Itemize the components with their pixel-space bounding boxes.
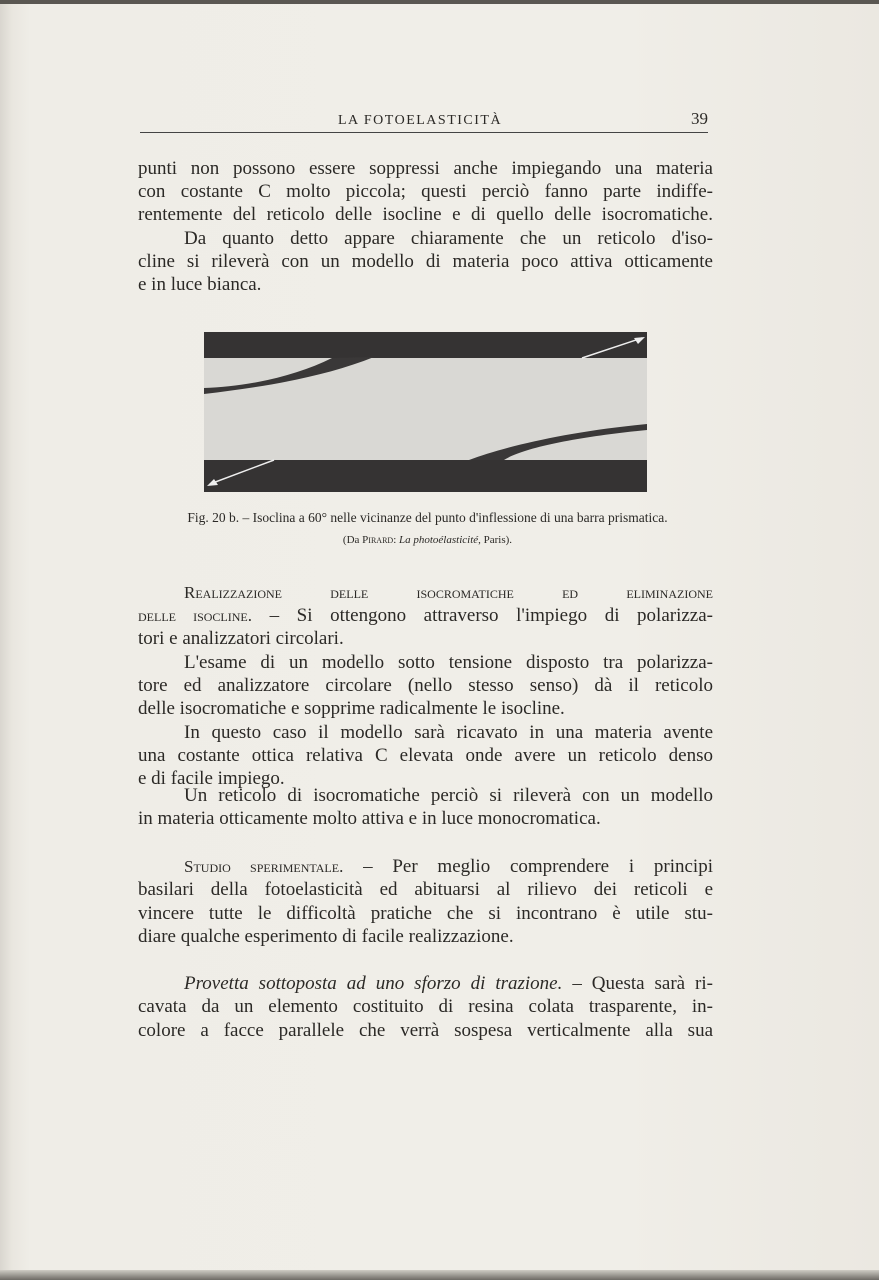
source-suffix: , Paris). [478, 534, 513, 546]
text-line: una costante ottica relativa C elevata onde avere un reticolo denso [138, 745, 713, 766]
text-line: e di facile impiego. [138, 768, 285, 789]
text-line [138, 973, 713, 995]
text-line: diare qualche esperimento di facile realizzazione. [138, 926, 514, 947]
text-span: – Per meglio comprendere i principi [343, 856, 713, 877]
text-line [138, 856, 713, 878]
section-heading: Provetta sottoposta ad uno sforzo di trazione. [184, 973, 563, 994]
figure-source: (Da Pirard: La photoélasticité, Paris). [342, 534, 513, 546]
source-title: La photoélasticité [399, 534, 479, 546]
page-top-edge [0, 0, 879, 4]
running-title: LA FOTOELASTICITÀ [338, 113, 503, 128]
page-number: 39 [691, 109, 708, 128]
text-line: cline si rileverà con un modello di materia poco attiva otticamente [138, 251, 713, 272]
text-line: vincere tutte le difficoltà pratiche che si incontrano è utile stu- [138, 903, 713, 924]
text-line [138, 605, 713, 627]
text-line: e in luce bianca. [138, 274, 262, 295]
source-author: Pirard [362, 534, 394, 546]
text-line: colore a facce parallele che verrà sospesa verticalmente alla sua [138, 1020, 713, 1041]
text-line: con costante C molto piccola; questi perciò fanno parte indiffe- [138, 181, 713, 202]
text-line: cavata da un elemento costituito di resina colata trasparente, in- [138, 996, 713, 1017]
text-line: tore ed analizzatore circolare (nello stesso senso) dà il reticolo [138, 675, 713, 696]
running-header [140, 108, 708, 133]
text-line: in materia otticamente molto attiva e in luce monocromatica. [138, 808, 601, 829]
text-line: rentemente del reticolo delle isocline e di quello delle isocromatiche. [138, 204, 713, 225]
source-prefix: (Da [342, 534, 363, 546]
figure-caption: Fig. 20 b. – Isoclina a 60° nelle vicinanze del punto d'inflessione di una barra prismatica. [187, 510, 668, 525]
section-heading-cont: delle isocline. [138, 606, 252, 625]
text-line: Un reticolo di isocromatiche perciò si rileverà con un modello [184, 785, 713, 806]
text-line: delle isocromatiche e sopprime radicalmente le isocline. [138, 698, 565, 719]
text-span: – Si ottengono attraverso l'impiego di polarizza- [251, 605, 713, 626]
figure-photo-isocline [204, 332, 647, 492]
text-line: punti non possono essere soppressi anche impiegando una materia [138, 158, 713, 179]
text-line: Da quanto detto appare chiaramente che un reticolo d'iso- [184, 228, 713, 249]
text-line: L'esame di un modello sotto tensione disposto tra polarizza- [184, 652, 713, 673]
page-bottom-edge [0, 1270, 879, 1280]
text-line: In questo caso il modello sarà ricavato in una materia avente [184, 722, 713, 743]
text-line: basilari della fotoelasticità ed abituarsi al rilievo dei reticoli e [138, 879, 713, 900]
text-span: – Questa sarà ri- [562, 973, 713, 994]
section-heading: Realizzazione delle isocromatiche ed eliminazione [184, 583, 713, 602]
section-heading: Studio sperimentale. [184, 857, 344, 876]
text-line: tori e analizzatori circolari. [138, 628, 344, 649]
